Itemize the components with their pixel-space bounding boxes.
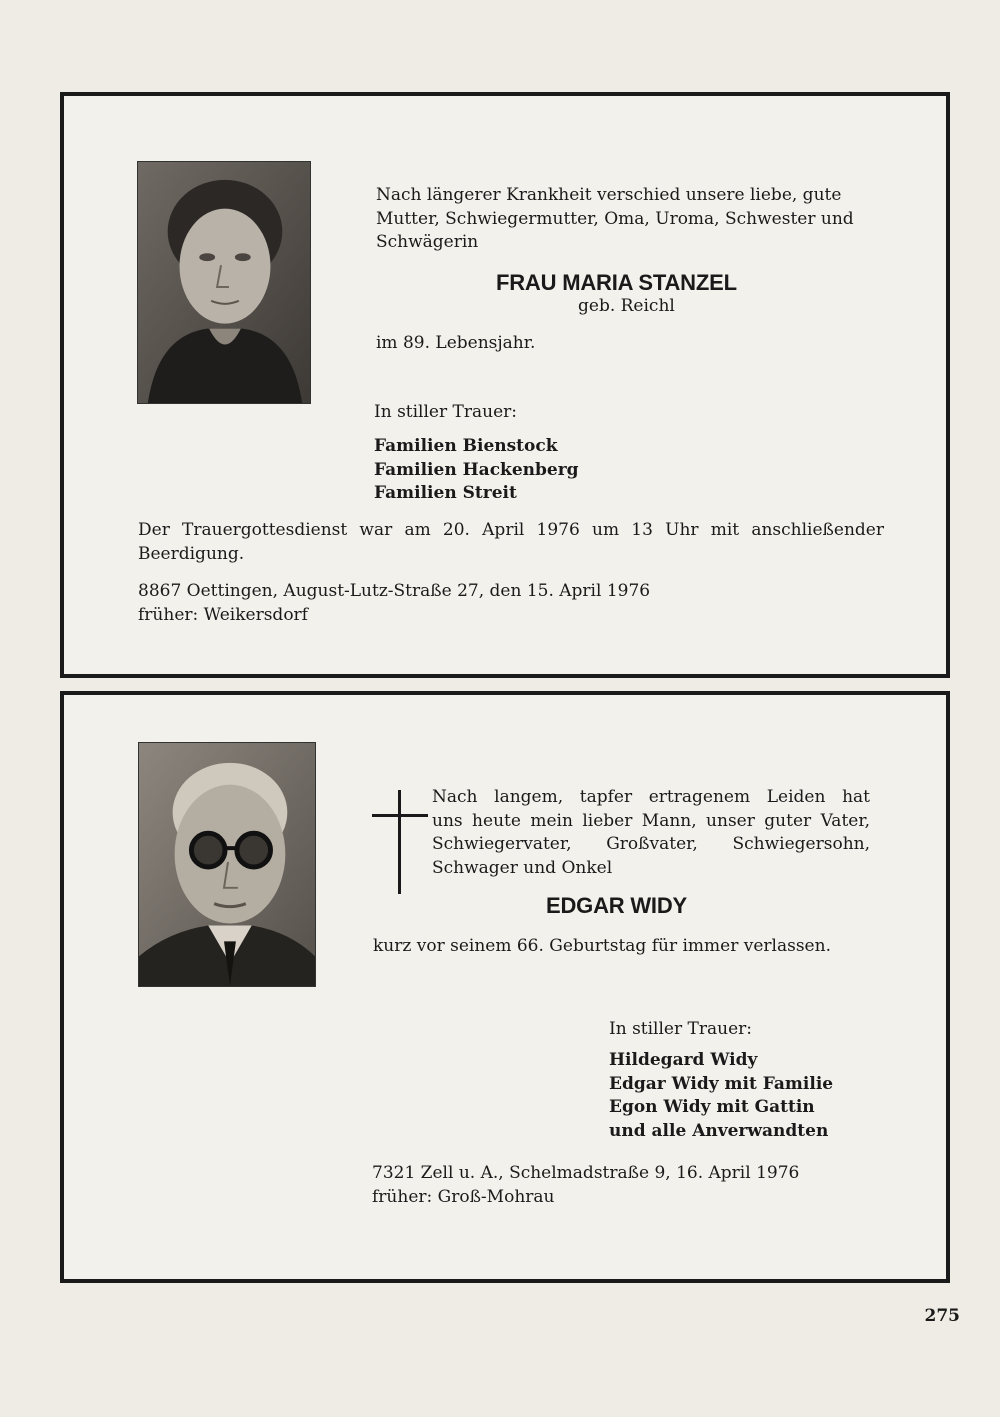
mourner: Edgar Widy mit Familie xyxy=(609,1073,834,1094)
intro-text xyxy=(376,184,881,255)
intro-line: Schwägerin xyxy=(376,232,479,252)
mourner: Familien Streit xyxy=(374,483,517,503)
address-text: 8867 Oettingen, August-Lutz-Straße 27, den 15. April 1976 xyxy=(138,581,651,601)
cross-icon xyxy=(372,790,428,894)
page-number: 275 xyxy=(924,1306,960,1326)
mourning-heading: In stiller Trauer: xyxy=(374,402,517,422)
portrait-photo-man xyxy=(138,742,316,987)
intro-line: Schwager und Onkel xyxy=(432,857,613,878)
formerly-text: früher: Weikersdorf xyxy=(138,605,308,625)
intro-line: Mutter, Schwiegermutter, Oma, Uroma, Schwester und xyxy=(376,208,854,229)
intro-line: Nach längerer Krankheit verschied unsere liebe, gute xyxy=(376,185,842,205)
maiden-name: geb. Reichl xyxy=(578,296,675,316)
mourning-heading: In stiller Trauer: xyxy=(609,1019,752,1039)
intro-line: Schwiegervater, Großvater, Schwiegersohn, xyxy=(432,834,870,854)
farewell-text: kurz vor seinem 66. Geburtstag für immer verlassen. xyxy=(373,936,831,956)
age-text: im 89. Lebensjahr. xyxy=(376,333,536,353)
address-text: 7321 Zell u. A., Schelmadstraße 9, 16. April 1976 xyxy=(372,1163,800,1183)
service-line: Der Trauergottesdienst war am 20. April 1976 um 13 Uhr mit anschließender xyxy=(138,520,884,540)
mourner: Egon Widy mit Gattin xyxy=(609,1097,815,1117)
mourners-list xyxy=(609,1049,833,1143)
service-line: Beerdigung. xyxy=(138,543,245,564)
service-text xyxy=(138,519,884,566)
intro-text xyxy=(432,786,870,880)
mourner: Familien Hackenberg xyxy=(374,459,579,480)
intro-line: Nach langem, tapfer ertragenem Leiden hat xyxy=(432,787,870,807)
mourner: und alle Anverwandten xyxy=(609,1120,829,1141)
mourners-list xyxy=(374,435,579,506)
portrait-photo-woman xyxy=(137,161,311,404)
mourner: Familien Bienstock xyxy=(374,436,558,456)
mourner: Hildegard Widy xyxy=(609,1050,758,1070)
intro-line: uns heute mein lieber Mann, unser guter Vater, xyxy=(432,810,870,831)
obituary-notice-widy xyxy=(60,691,950,1283)
obituary-notice-stanzel xyxy=(60,92,950,678)
deceased-name: EDGAR WIDY xyxy=(546,893,688,918)
deceased-name: FRAU MARIA STANZEL xyxy=(496,270,737,295)
formerly-text: früher: Groß-Mohrau xyxy=(372,1187,555,1207)
